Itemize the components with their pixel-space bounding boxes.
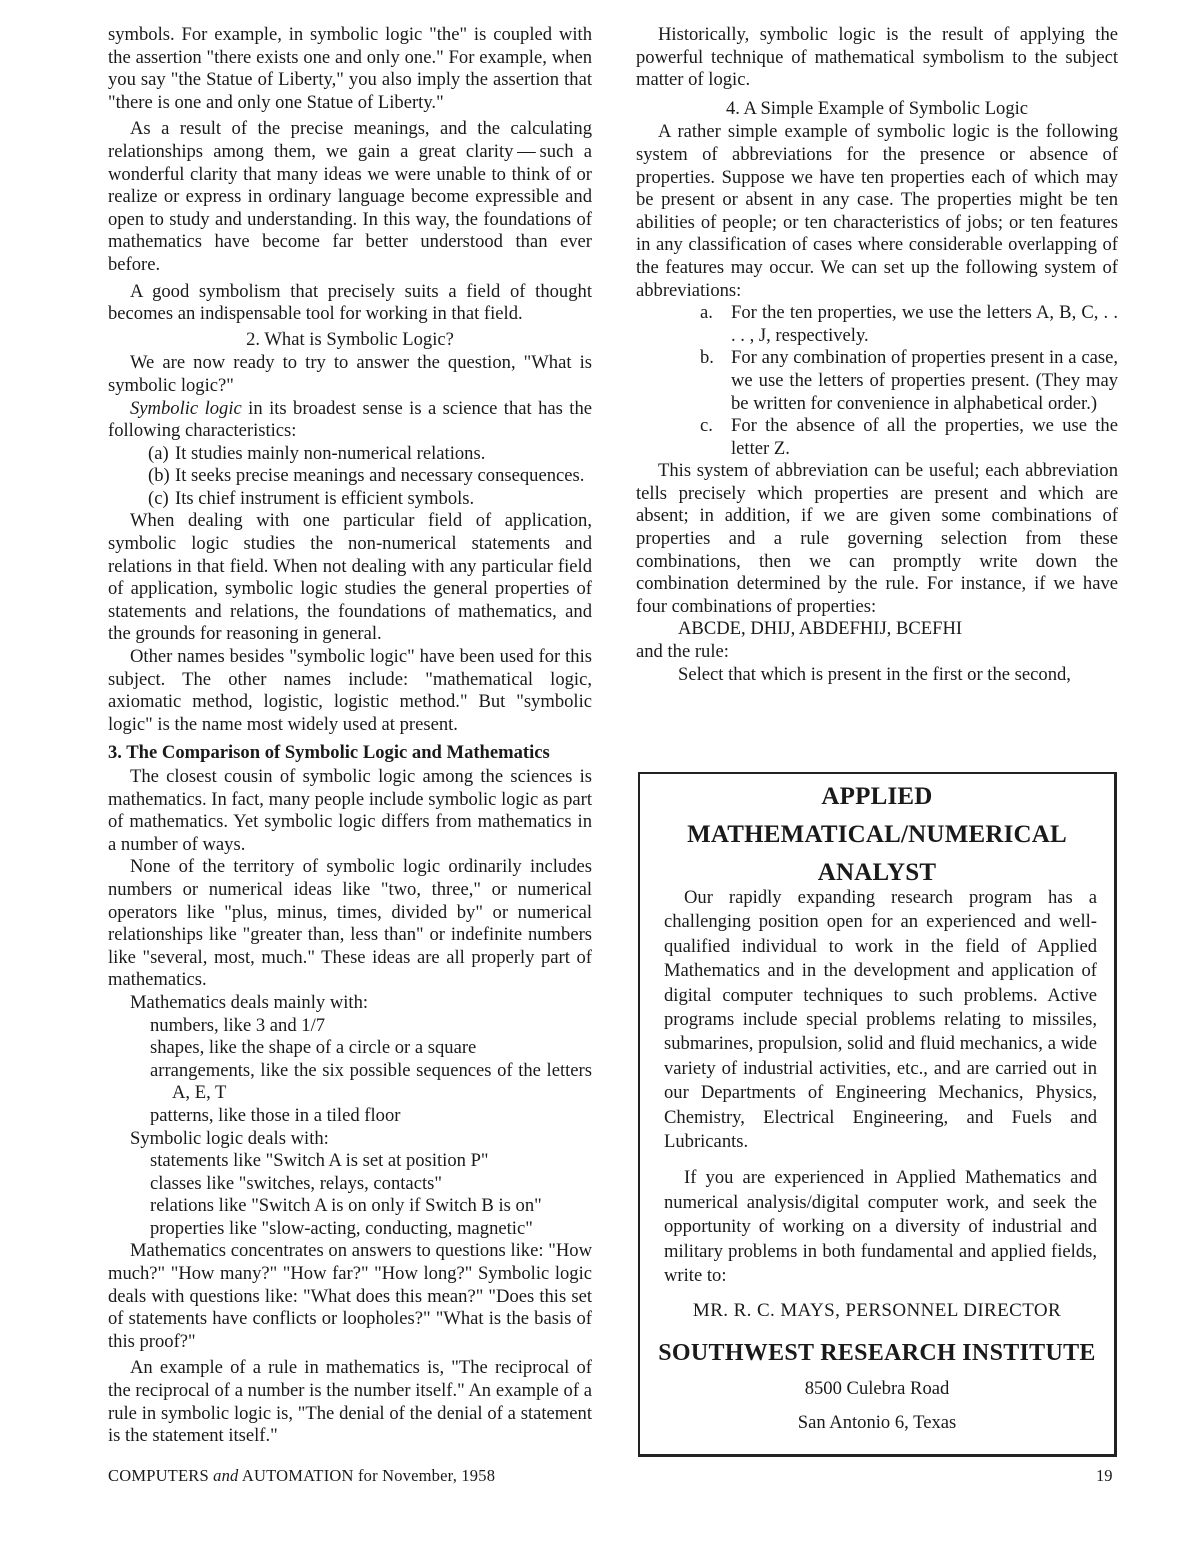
ad-paragraph: If you are experienced in Applied Mathematics and numerical analysis/digital computer work, and seek the opportunity of working on a diversity of industrial and military problems in both fundamental and applied fields, write to: — [664, 1167, 1097, 1287]
footer-and: and — [213, 1466, 239, 1485]
footer-text: COMPUTERS — [108, 1466, 214, 1485]
rules-list — [636, 302, 1118, 460]
list-item: arrangements, like the six possible sequences of the letters A, E, T — [150, 1059, 592, 1104]
list-item: statements like "Switch A is set at position P" — [150, 1150, 489, 1172]
list-item: properties like "slow-acting, conducting, magnetic" — [150, 1217, 533, 1239]
list-item — [636, 347, 1118, 415]
left-column — [108, 24, 592, 1448]
ad-title-line: ANALYST — [817, 859, 937, 886]
ad-title-line: APPLIED — [821, 783, 933, 810]
combinations: ABCDE, DHIJ, ABDEFHIJ, BCEFHI — [678, 618, 963, 640]
italic-term: Symbolic logic — [130, 397, 242, 419]
list-item — [108, 488, 592, 511]
footer-text: AUTOMATION for November, 1958 — [238, 1466, 496, 1485]
section-heading-4: 4. A Simple Example of Symbolic Logic — [725, 97, 1029, 119]
list-text: For the ten properties, we use the letters A, B, C, . . . . , J, respectively. — [731, 302, 1118, 346]
ad-title-line: MATHEMATICAL/NUMERICAL — [687, 821, 1067, 848]
list-item: classes like "switches, relays, contacts" — [150, 1172, 442, 1194]
paragraph: Other names besides "symbolic logic" have been used for this subject. The other names include: "mathematical logic, axiomatic method, logistic, logistic method." But "symbolic logic" is the name most widely used at present. — [108, 646, 592, 735]
math-intro: Mathematics deals mainly with: — [130, 991, 369, 1013]
paragraph: We are now ready to try to answer the question, "What is symbolic logic?" — [108, 352, 592, 396]
paragraph: symbols. For example, in symbolic logic "the" is coupled with the assertion "there exists one and only one." For example, when you say "the Statue of Liberty," you also imply the assertion that "there is one and only one Statue of Liberty." — [108, 24, 592, 113]
list-item — [636, 415, 1118, 460]
paragraph: This system of abbreviation can be useful; each abbreviation tells precisely which properties are present and which are absent; in addition, if we are given some combinations of properties and a rule governing selection from these combinations, then we can promptly write down the combination determined by the rule. For instance, if we have four combinations of properties: — [636, 460, 1118, 617]
list-item — [108, 443, 592, 466]
list-item: numbers, like 3 and 1/7 — [150, 1014, 326, 1036]
list-text: Its chief instrument is efficient symbols. — [175, 487, 475, 509]
paragraph: The closest cousin of symbolic logic among the sciences is mathematics. In fact, many people include symbolic logic as part of mathematics. Yet symbolic logic differs from mathematics in a number of ways. — [108, 766, 592, 855]
characteristics-list — [108, 443, 592, 511]
paragraph — [108, 398, 592, 443]
list-item: relations like "Switch A is on only if Switch B is on" — [150, 1195, 542, 1217]
paragraph: Mathematics concentrates on answers to questions like: "How much?" "How many?" "How far?" "How long?" Symbolic logic deals with questions like: "What does this mean?" "Does this set of statements have conflicts or loopholes?" "What is the basis of this proof?" — [108, 1240, 592, 1352]
list-label: (a) — [148, 442, 169, 464]
ad-paragraph: Our rapidly expanding research program has a challenging position open for an experienced and well-qualified individual to work in the field of Applied Mathematics and in the development and application of digital computer techniques to such problems. Active programs include special problems relating to missiles, submarines, propulsion, solid and fluid mechanics, a wide variety of industrial activities, etc., and are carried out in our Departments of Engineering Mechanics, Physics, Chemistry, Electrical Engineering, and Fuels and Lubricants. — [664, 887, 1097, 1153]
list-item: patterns, like those in a tiled floor — [150, 1104, 401, 1126]
list-text: For any combination of properties present in a case, we use the letters of properties present. (They may be written for convenience in alphabetical order.) — [731, 347, 1118, 414]
list-label: (c) — [148, 487, 169, 509]
page-number: 19 — [1096, 1466, 1113, 1485]
list-label: b. — [700, 347, 714, 369]
paragraph: A rather simple example of symbolic logic is the following system of abbreviations for the presence or absence of properties. Suppose we have ten properties each of which may be present or absent in any case. The properties might be ten abilities of people; or ten characteristics of jobs; or ten features in any classification of cases where considerable overlapping of the features may occur. We can set up the following system of abbreviations: — [636, 121, 1118, 301]
city-address: San Antonio 6, Texas — [797, 1412, 957, 1433]
paragraph: When dealing with one particular field of application, symbolic logic studies the non-numerical statements and relations in that field. When not dealing with any particular field of application, symbolic logic studies the general properties of statements and relations, the foundations of mathematics, and the grounds for reasoning in general. — [108, 510, 592, 645]
publication-footer — [108, 1466, 495, 1486]
ad-body — [664, 886, 1097, 1289]
paragraph: Historically, symbolic logic is the result of applying the powerful technique of mathematical symbolism to the subject matter of logic. — [636, 24, 1118, 91]
paragraph: A good symbolism that precisely suits a field of thought becomes an indispensable tool for working in that field. — [108, 280, 592, 325]
contact-name: MR. R. C. MAYS, PERSONNEL DIRECTOR — [692, 1300, 1062, 1321]
list-label: a. — [700, 302, 713, 324]
list-label: c. — [700, 415, 713, 437]
job-advertisement — [638, 772, 1117, 1457]
logic-intro: Symbolic logic deals with: — [130, 1127, 329, 1149]
list-text: It seeks precise meanings and necessary consequences. — [175, 465, 585, 487]
list-item: shapes, like the shape of a circle or a square — [150, 1037, 477, 1059]
list-item — [108, 465, 592, 488]
list-text: For the absence of all the properties, we use the letter Z. — [731, 415, 1118, 459]
institute-name: SOUTHWEST RESEARCH INSTITUTE — [658, 1340, 1096, 1366]
rule-intro: and the rule: — [636, 641, 729, 663]
section-heading-3: 3. The Comparison of Symbolic Logic and Mathematics — [108, 742, 550, 764]
list-label: (b) — [148, 465, 170, 487]
list-item — [636, 302, 1118, 347]
list-text: It studies mainly non-numerical relations. — [175, 442, 486, 464]
paragraph-text: in its broadest sense is a science that has the following characteristics: — [108, 397, 593, 442]
section-heading-2: 2. What is Symbolic Logic? — [246, 328, 454, 350]
street-address: 8500 Culebra Road — [804, 1378, 950, 1399]
right-column — [636, 24, 1118, 686]
paragraph: None of the territory of symbolic logic ordinarily includes numbers or numerical ideas like "two, three," or numerical operators like "plus, minus, times, divided by" or numerical relationships like "greater than, less than" or indefinite numbers like "several, most, much." These ideas are all properly part of mathematics. — [108, 856, 592, 991]
paragraph: As a result of the precise meanings, and the calculating relationships among them, we gain a great clarity — such a wonderful clarity that many ideas we were unable to think of or realize or express in ordinary language become expressible and open to study and understanding. In this way, the foundations of mathematics have become far better understood than ever before. — [108, 118, 592, 275]
rule-text: Select that which is present in the first or the second, — [678, 663, 1071, 685]
paragraph: An example of a rule in mathematics is, "The reciprocal of the reciprocal of a number is the number itself." An example of a rule in symbolic logic is, "The denial of the denial of a statement is the statement itself." — [108, 1357, 592, 1447]
